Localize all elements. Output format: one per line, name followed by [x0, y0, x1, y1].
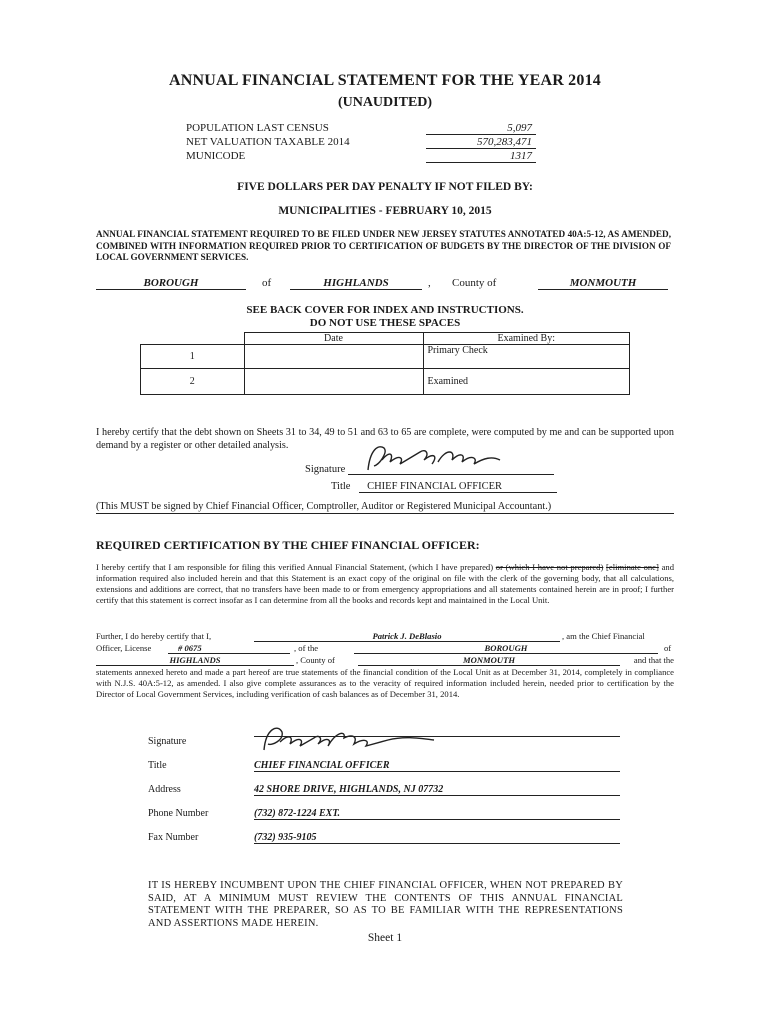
date-header: Date — [244, 333, 423, 345]
page-title: ANNUAL FINANCIAL STATEMENT FOR THE YEAR 2014 — [169, 72, 601, 89]
stat-value: 5,097 — [426, 122, 536, 135]
cfo-name: Patrick J. DeBlasio — [254, 631, 560, 642]
field-address — [148, 784, 728, 798]
row-label: Primary Check — [423, 345, 630, 369]
location-name: HIGHLANDS — [290, 277, 422, 290]
required-cert-heading: REQUIRED CERTIFICATION BY THE CHIEF FINANCIAL OFFICER: — [96, 538, 480, 552]
further-text: , County of — [296, 655, 335, 665]
title-value: CHIEF FINANCIAL OFFICER — [359, 481, 557, 493]
field-signature — [148, 736, 728, 750]
row-number: 2 — [141, 369, 245, 395]
instructions — [0, 304, 770, 330]
location-comma: , — [428, 277, 431, 289]
further-line-2 — [96, 643, 674, 654]
row-label: Examined — [423, 369, 630, 395]
stat-label: POPULATION LAST CENSUS — [186, 122, 329, 134]
date-cell[interactable] — [244, 345, 423, 369]
date-cell[interactable] — [244, 369, 423, 395]
location-type: BOROUGH — [96, 277, 246, 290]
location-line — [96, 277, 671, 295]
field-label: Fax Number — [148, 832, 199, 843]
incumbent-notice: IT IS HEREBY INCUMBENT UPON THE CHIEF FINANCIAL OFFICER, WHEN NOT PREPARED BY SAID, AT A MINIMUM MUST REVIEW THE CONTENTS OF THIS ANNUAL FINANCIAL STATEMENT WITH THE PREPARER, SO AS TO BE FAMILIAR WITH THE REPRESENTATIONS AND ASSERTIONS MADE HEREIN. — [148, 880, 623, 929]
cert-paragraph — [96, 562, 674, 606]
cert-text: I hereby certify that I am responsible for filing this verified Annual Financial Statement, (which I have prepared) — [96, 562, 494, 572]
page-subtitle: (UNAUDITED) — [337, 95, 433, 110]
stat-municode — [186, 150, 536, 163]
signature-line — [348, 462, 554, 475]
struck-text: [eliminate one] — [606, 562, 659, 572]
county-name: MONMOUTH — [538, 277, 668, 290]
struck-text: or (which I have not prepared) — [495, 562, 604, 572]
field-value[interactable]: CHIEF FINANCIAL OFFICER — [254, 760, 620, 772]
municipality-name: HIGHLANDS — [96, 655, 294, 666]
field-label: Title — [148, 760, 167, 771]
stat-value: 570,283,471 — [426, 136, 536, 149]
signature-row — [305, 462, 554, 475]
examined-header: Examined By: — [423, 333, 630, 345]
title-row — [331, 481, 557, 493]
county-label: County of — [452, 277, 497, 289]
stat-label: NET VALUATION TAXABLE 2014 — [186, 136, 350, 148]
further-text: , of the — [294, 643, 319, 653]
further-text: , am the Chief Financial — [562, 631, 645, 641]
field-value[interactable]: (732) 935-9105 — [254, 832, 620, 844]
license-number: # 0675 — [168, 643, 290, 654]
field-label: Address — [148, 784, 181, 795]
sheet-number: Sheet 1 — [367, 932, 403, 944]
county-name: MONMOUTH — [358, 655, 620, 666]
penalty-notice: FIVE DOLLARS PER DAY PENALTY IF NOT FILED BY: — [237, 181, 533, 193]
debt-certification: I hereby certify that the debt shown on Sheets 31 to 34, 49 to 51 and 63 to 65 are complete, were computed by me and can be supported upon demand by a register or other detailed analysis. — [96, 427, 674, 451]
table-row — [141, 369, 630, 395]
field-title — [148, 760, 728, 774]
stat-label: MUNICODE — [186, 150, 246, 162]
title-label: Title — [331, 481, 351, 492]
further-text: Officer, License — [96, 643, 152, 653]
field-label: Signature — [148, 736, 187, 747]
deadline-notice: MUNICIPALITIES - FEBRUARY 10, 2015 — [278, 205, 492, 217]
do-not-use-text: DO NOT USE THESE SPACES — [309, 317, 461, 329]
further-line-1 — [96, 631, 674, 642]
field-label: Phone Number — [148, 808, 209, 819]
stat-value: 1317 — [426, 150, 536, 163]
handwritten-signature-icon — [258, 722, 448, 754]
signature-label: Signature — [305, 464, 346, 475]
check-table — [140, 332, 630, 395]
further-paragraph: statements annexed hereto and made a part hereof are true statements of the financial condition of the Local Unit as at December 31, 2014, completely in compliance with N.J.S. 40A:5-12, as amended. I also give complete assurances as to the veracity of required information included herein, needed prior to certification by the Director of Local Government Services, including verification of cash balances as of December 31, 2014. — [96, 667, 674, 699]
requirement-text: ANNUAL FINANCIAL STATEMENT REQUIRED TO BE FILED UNDER NEW JERSEY STATUTES ANNOTATED 40A:5-12, AS AMENDED, COMBINED WITH INFORMATION REQUIRED PRIOR TO CERTIFICATION OF BUDGETS BY THE DIRECTOR OF THE DIVISION OF LOCAL GOVERNMENT SERVICES. — [96, 229, 671, 262]
cert-text: and information required also included herein and that this Statement is an exact copy of the original on file with the clerk of the governing body, that all calculations, extensions and additions are correct, that no transfers have been made to or from emergency appropriations and all statements contained herein are in proof; I further certify that this statement is correct insofar as I can determine from all the books and records kept and maintained in the Local Unit. — [96, 562, 675, 605]
table-row — [141, 345, 630, 369]
further-text: and that the — [633, 655, 674, 665]
stat-population — [186, 122, 536, 135]
further-text: Further, I do hereby certify that I, — [96, 631, 212, 641]
further-text: of — [664, 643, 672, 653]
row-number: 1 — [141, 345, 245, 369]
field-fax — [148, 832, 728, 846]
further-line-3 — [96, 655, 674, 666]
handwritten-signature-icon — [360, 440, 520, 474]
unit-type: BOROUGH — [354, 643, 658, 654]
stat-net-valuation — [186, 136, 536, 149]
location-of: of — [262, 277, 272, 289]
field-value[interactable]: 42 SHORE DRIVE, HIGHLANDS, NJ 07732 — [254, 784, 620, 796]
see-back-text: SEE BACK COVER FOR INDEX AND INSTRUCTIONS. — [246, 304, 524, 316]
field-value[interactable]: (732) 872-1224 EXT. — [254, 808, 620, 820]
field-phone — [148, 808, 728, 822]
must-sign-note: (This MUST be signed by Chief Financial Officer, Comptroller, Auditor or Registered Municipal Accountant.) — [96, 501, 674, 514]
